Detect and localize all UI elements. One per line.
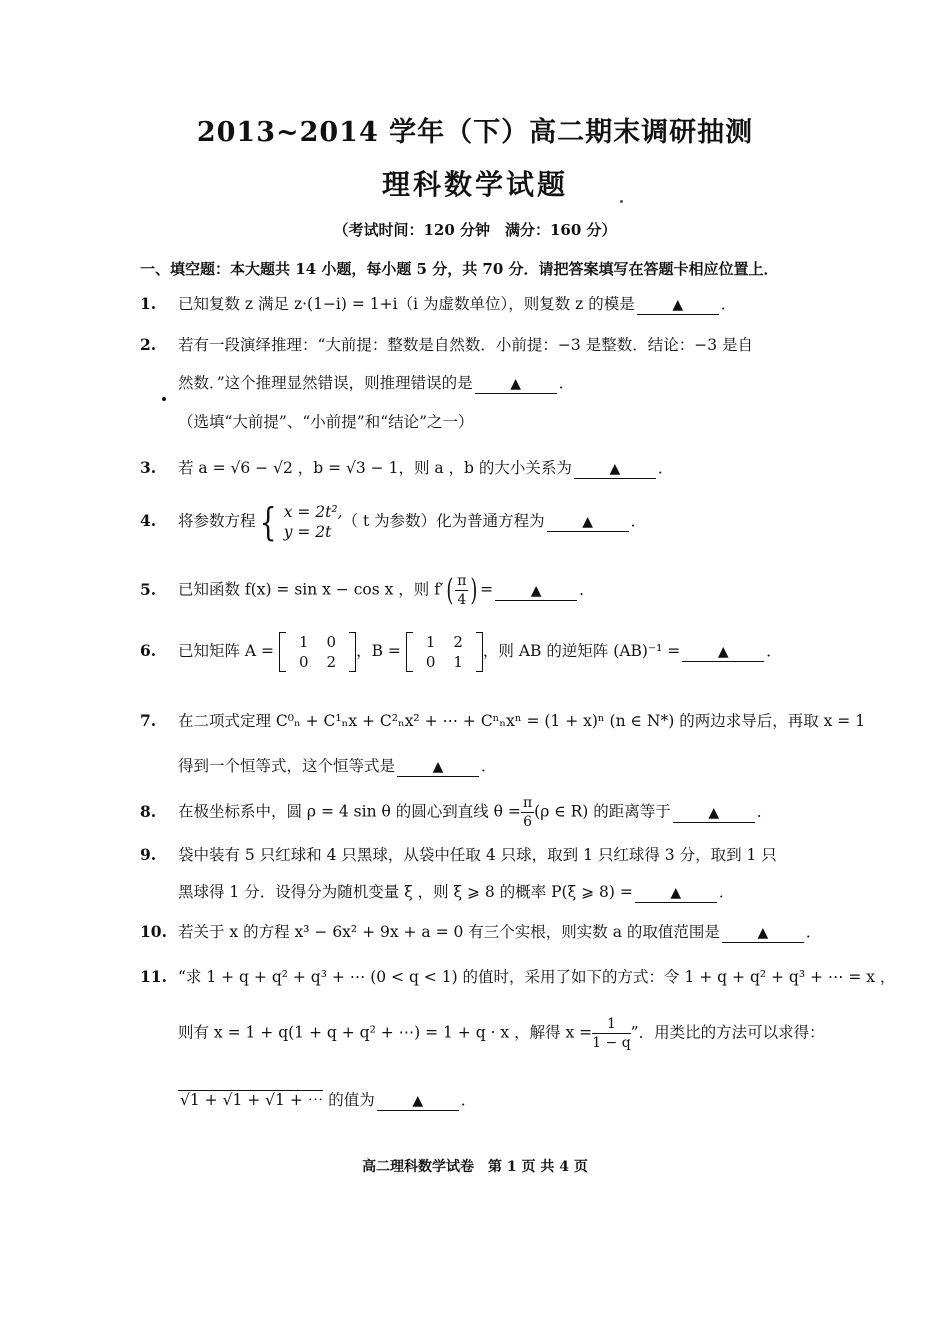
question-text: 在二项式定理 C⁰ₙ + C¹ₙx + C²ₙx² + ⋯ + Cⁿₙxⁿ = (1 + x)ⁿ (n ∈ N*) 的两边求导后，再取 x = 1 xyxy=(178,712,866,730)
question-text: 袋中装有 5 只红球和 4 只黑球，从袋中任取 4 只球，取到 1 只红球得 3 分，取到 1 只 xyxy=(178,846,777,864)
matrix-b: 1 2 0 1 xyxy=(406,632,483,672)
answer-blank xyxy=(495,582,577,601)
triangle-icon: ▲ xyxy=(672,297,684,313)
triangle-icon: ▲ xyxy=(510,376,522,392)
answer-blank xyxy=(475,375,557,394)
exam-title: 2013~2014 学年（下）高二期末调研抽测 xyxy=(196,117,754,148)
triangle-icon: ▲ xyxy=(582,514,594,530)
question-7 xyxy=(140,709,865,731)
question-text: 已知复数 z 满足 z·(1−i) = 1+i（i 为虚数单位），则复数 z 的模是 xyxy=(178,295,635,313)
question-text: 若 a = √6 − √2 ，b = √3 − 1，则 a ，b 的大小关系为 xyxy=(178,459,572,477)
question-number: 3. xyxy=(140,458,157,477)
question-text: 若有一段演绎推理：“大前提：整数是自然数．小前提：−3 是整数．结论：−3 是自 xyxy=(178,336,753,354)
fraction: $\frac{\pi}{6}$ xyxy=(522,795,533,830)
nested-radical: √1 + √1 + √1 + ⋯ xyxy=(180,1091,324,1109)
exam-info: （考试时间：120 分钟 满分：160 分） xyxy=(333,221,617,239)
question-text: 将参数方程 xyxy=(178,512,256,530)
question-3: 3. 若 a = √6 − √2 ，b = √3 − 1，则 a ，b 的大小关系为 ▲ ． xyxy=(140,458,674,477)
question-text: 在极坐标系中，圆 ρ = 4 sin θ 的圆心到直线 θ = xyxy=(178,802,521,821)
triangle-icon: ▲ xyxy=(757,925,769,941)
answer-blank xyxy=(397,758,479,777)
speck-mark xyxy=(162,397,166,401)
question-6: 6. 已知矩阵 A = 1 0 0 2 ，B = 1 2 0 1 ，则 AB 的逆矩阵 (AB)⁻¹ = ▲ ． xyxy=(140,633,782,671)
question-4: 4. 将参数方程{ x = 2t², y = 2t （ t 为参数）化为普通方程为 ▲ ． xyxy=(140,500,647,544)
question-2 xyxy=(140,333,753,355)
question-number: 9. xyxy=(140,845,157,864)
question-1: 1. 已知复数 z 满足 z·(1−i) = 1+i（i 为虚数单位），则复数 z 的模是 ▲ ． xyxy=(140,294,737,313)
question-7-line-2: 得到一个恒等式，这个恒等式是 ▲ ． xyxy=(178,757,497,775)
exam-subtitle: 理科数学试题 xyxy=(381,168,568,201)
question-number: 4. xyxy=(140,511,157,530)
answer-blank xyxy=(637,296,719,315)
triangle-icon: ▲ xyxy=(670,885,682,901)
question-text: 若关于 x 的方程 x³ − 6x² + 9x + a = 0 有三个实根，则实数 a 的取值范围是 xyxy=(178,923,720,941)
triangle-icon: ▲ xyxy=(609,461,621,477)
question-5: 5. 已知函数 f(x) = sin x − cos x ，则 f′( $\frac{\pi}{4}$ ) = ▲ ． xyxy=(140,573,595,608)
triangle-icon: ▲ xyxy=(708,804,720,821)
speck-mark xyxy=(620,200,623,203)
question-9-line-2: 黑球得 1 分．设得分为随机变量 ξ ，则 ξ ⩾ 8 的概率 P(ξ ⩾ 8) = ▲ ． xyxy=(178,883,735,901)
question-2-line-2: 然数．”这个推理显然错误，则推理错误的是 ▲ ． xyxy=(178,374,575,392)
question-number: 11. xyxy=(140,967,167,986)
question-number: 7. xyxy=(140,711,157,730)
question-text: 已知函数 f(x) = sin x − cos x ，则 f′ xyxy=(178,580,444,599)
answer-blank xyxy=(574,460,656,479)
section-heading: 一、填空题：本大题共 14 小题，每小题 5 分，共 70 分．请把答案填写在答题卡相应位置上． xyxy=(140,260,779,278)
question-number: 1. xyxy=(140,294,157,313)
page-footer: 高二理科数学试卷 第 1 页 共 4 页 xyxy=(362,1159,588,1175)
matrix-a: 1 0 0 2 xyxy=(279,632,356,672)
answer-blank xyxy=(722,924,804,943)
question-9 xyxy=(140,843,777,865)
answer-blank xyxy=(635,884,717,903)
question-number: 8. xyxy=(140,801,157,821)
left-brace: { xyxy=(259,500,277,544)
parametric-system: x = 2t², y = 2t xyxy=(283,503,343,541)
triangle-icon: ▲ xyxy=(432,759,444,775)
question-text: “求 1 + q + q² + q³ + ⋯ (0 < q < 1) 的值时，采用了如下的方式：令 1 + q + q² + q³ + ⋯ = x ， xyxy=(178,968,896,986)
question-number: 10. xyxy=(140,922,167,941)
question-11-line-3: √1 + √1 + √1 + ⋯ 的值为 ▲ ． xyxy=(180,1091,477,1109)
triangle-icon: ▲ xyxy=(717,644,729,660)
fraction: $\frac{1}{1 - q}$ xyxy=(592,1016,631,1051)
question-number: 5. xyxy=(140,579,157,599)
question-11 xyxy=(140,965,895,987)
question-2-line-3: （选填“大前提”、“小前提”和“结论”之一） xyxy=(178,413,474,431)
triangle-icon: ▲ xyxy=(530,582,542,599)
triangle-icon: ▲ xyxy=(412,1093,424,1109)
question-text: 已知矩阵 A = xyxy=(178,642,275,660)
question-10: 10. 若关于 x 的方程 x³ − 6x² + 9x + a = 0 有三个实根，则实数 a 的取值范围是 ▲ ． xyxy=(140,922,822,941)
question-number: 2. xyxy=(140,335,157,354)
fraction: $\frac{\pi}{4}$ xyxy=(457,573,467,608)
answer-blank xyxy=(673,804,755,823)
answer-blank xyxy=(377,1092,459,1111)
answer-blank xyxy=(682,643,764,662)
answer-blank xyxy=(547,513,629,532)
question-11-line-2: 则有 x = 1 + q(1 + q + q² + ⋯) = 1 + q · x ，解得 x = $\frac{1}{1 - q}$ ”．用类比的方法可以求得： xyxy=(178,1016,825,1051)
question-number: 6. xyxy=(140,641,157,660)
question-8: 8. 在极坐标系中，圆 ρ = 4 sin θ 的圆心到直线 θ = $\frac{\pi}{6}$ (ρ ∈ R) 的距离等于 ▲ ． xyxy=(140,795,773,830)
